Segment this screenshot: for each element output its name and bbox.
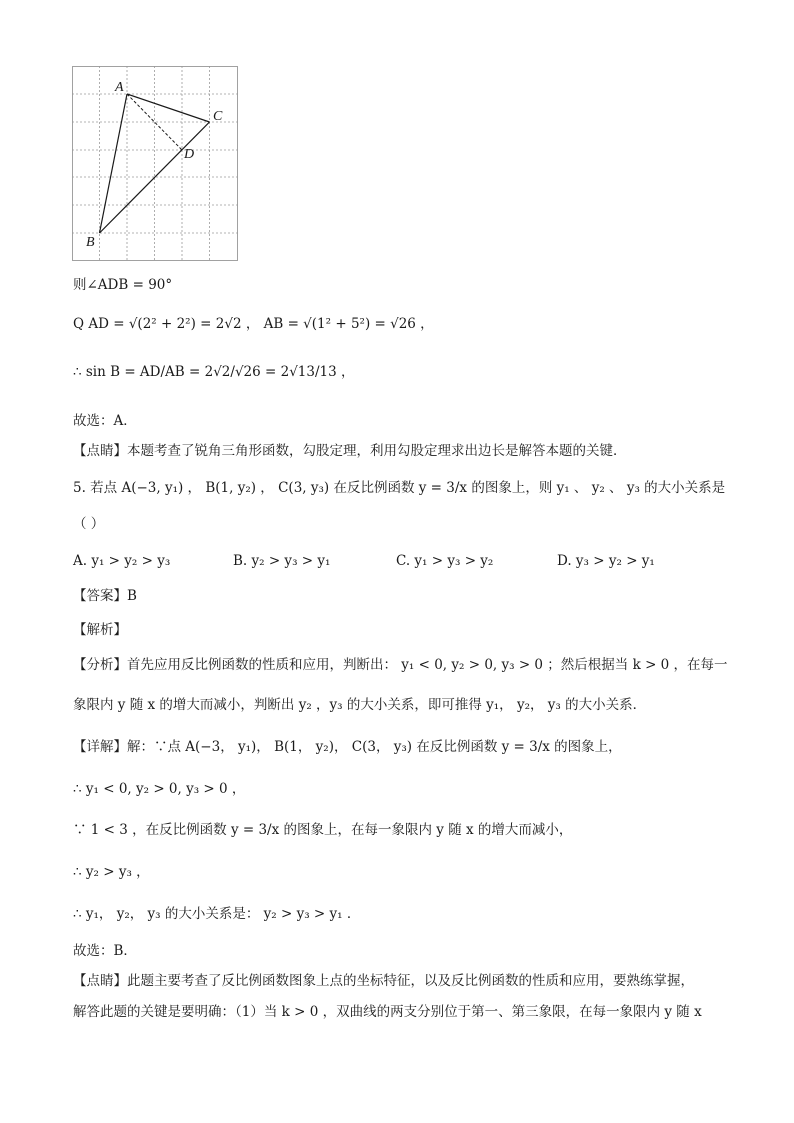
- sinb-line: ∴ sin B = AD/AB = 2√2/√26 = 2√13/13 ，: [73, 364, 355, 380]
- answer-line: 【答案】B: [73, 588, 137, 604]
- angle-line: 则∠ADB = 90°: [73, 277, 173, 293]
- option-b: B. y₂ > y₃ > y₁: [233, 553, 331, 569]
- detail-3: ∵ 1 < 3 ，在反比例函数 y = 3/x 的图象上，在每一象限内 y 随 x 的增大而减小，: [73, 822, 573, 838]
- detail-2: ∴ y₁ < 0, y₂ > 0, y₃ > 0 ，: [73, 781, 246, 797]
- detail-1: 【详解】解：∵点 A(−3， y₁)， B(1， y₂)， C(3， y₃) 在反比例函数 y = 3/x 的图象上，: [73, 739, 622, 755]
- comment-2: 【点睛】此题主要考查了反比例函数图象上点的坐标特征，以及反比例函数的性质和应用，要熟练掌握，: [73, 973, 694, 989]
- triangle-grid-figure: [72, 66, 238, 262]
- detail-5: ∴ y₁， y₂， y₃ 的大小关系是： y₂ > y₃ > y₁ ．: [73, 906, 361, 922]
- comment-3: 解答此题的关键是要明确：（1）当 k > 0 ，双曲线的两支分别位于第一、第三象限，在每一象限内 y 随 x: [73, 1004, 702, 1020]
- ad-ab-line: Q AD = √(2² + 2²) = 2√2 ， AB = √(1² + 5²) = √26 ，: [73, 316, 434, 332]
- option-d: D. y₃ > y₂ > y₁: [557, 553, 655, 569]
- detail-4: ∴ y₂ > y₃ ，: [73, 864, 150, 880]
- analysis-para-1: 【分析】首先应用反比例函数的性质和应用，判断出： y₁ < 0, y₂ > 0, y₃ > 0 ；然后根据当 k > 0 ，在每一: [73, 657, 728, 673]
- question-5: 5. 若点 A(−3, y₁) ， B(1, y₂) ， C(3, y₃) 在反比例函数 y = 3/x 的图象上，则 y₁ 、 y₂ 、 y₃ 的大小关系是: [73, 480, 726, 496]
- label-d: D: [184, 147, 195, 162]
- label-a: A: [115, 80, 124, 95]
- analysis-para-2: 象限内 y 随 x 的增大而减小，判断出 y₂ ，y₃ 的大小关系，即可推得 y₁， y₂， y₃ 的大小关系．: [73, 697, 647, 713]
- label-b: B: [86, 235, 95, 250]
- analysis-heading: 【解析】: [73, 622, 127, 638]
- option-c: C. y₁ > y₃ > y₂: [396, 553, 494, 569]
- choose-b-line: 故选：B．: [73, 943, 137, 959]
- option-a: A. y₁ > y₂ > y₃: [73, 553, 171, 569]
- choose-a-line: 故选：A．: [73, 413, 137, 429]
- label-c: C: [213, 109, 223, 124]
- answer-paren: （ ）: [73, 516, 105, 532]
- grid: [72, 66, 238, 261]
- comment-1: 【点睛】本题考查了锐角三角形函数，勾股定理，利用勾股定理求出边长是解答本题的关键．: [73, 443, 627, 459]
